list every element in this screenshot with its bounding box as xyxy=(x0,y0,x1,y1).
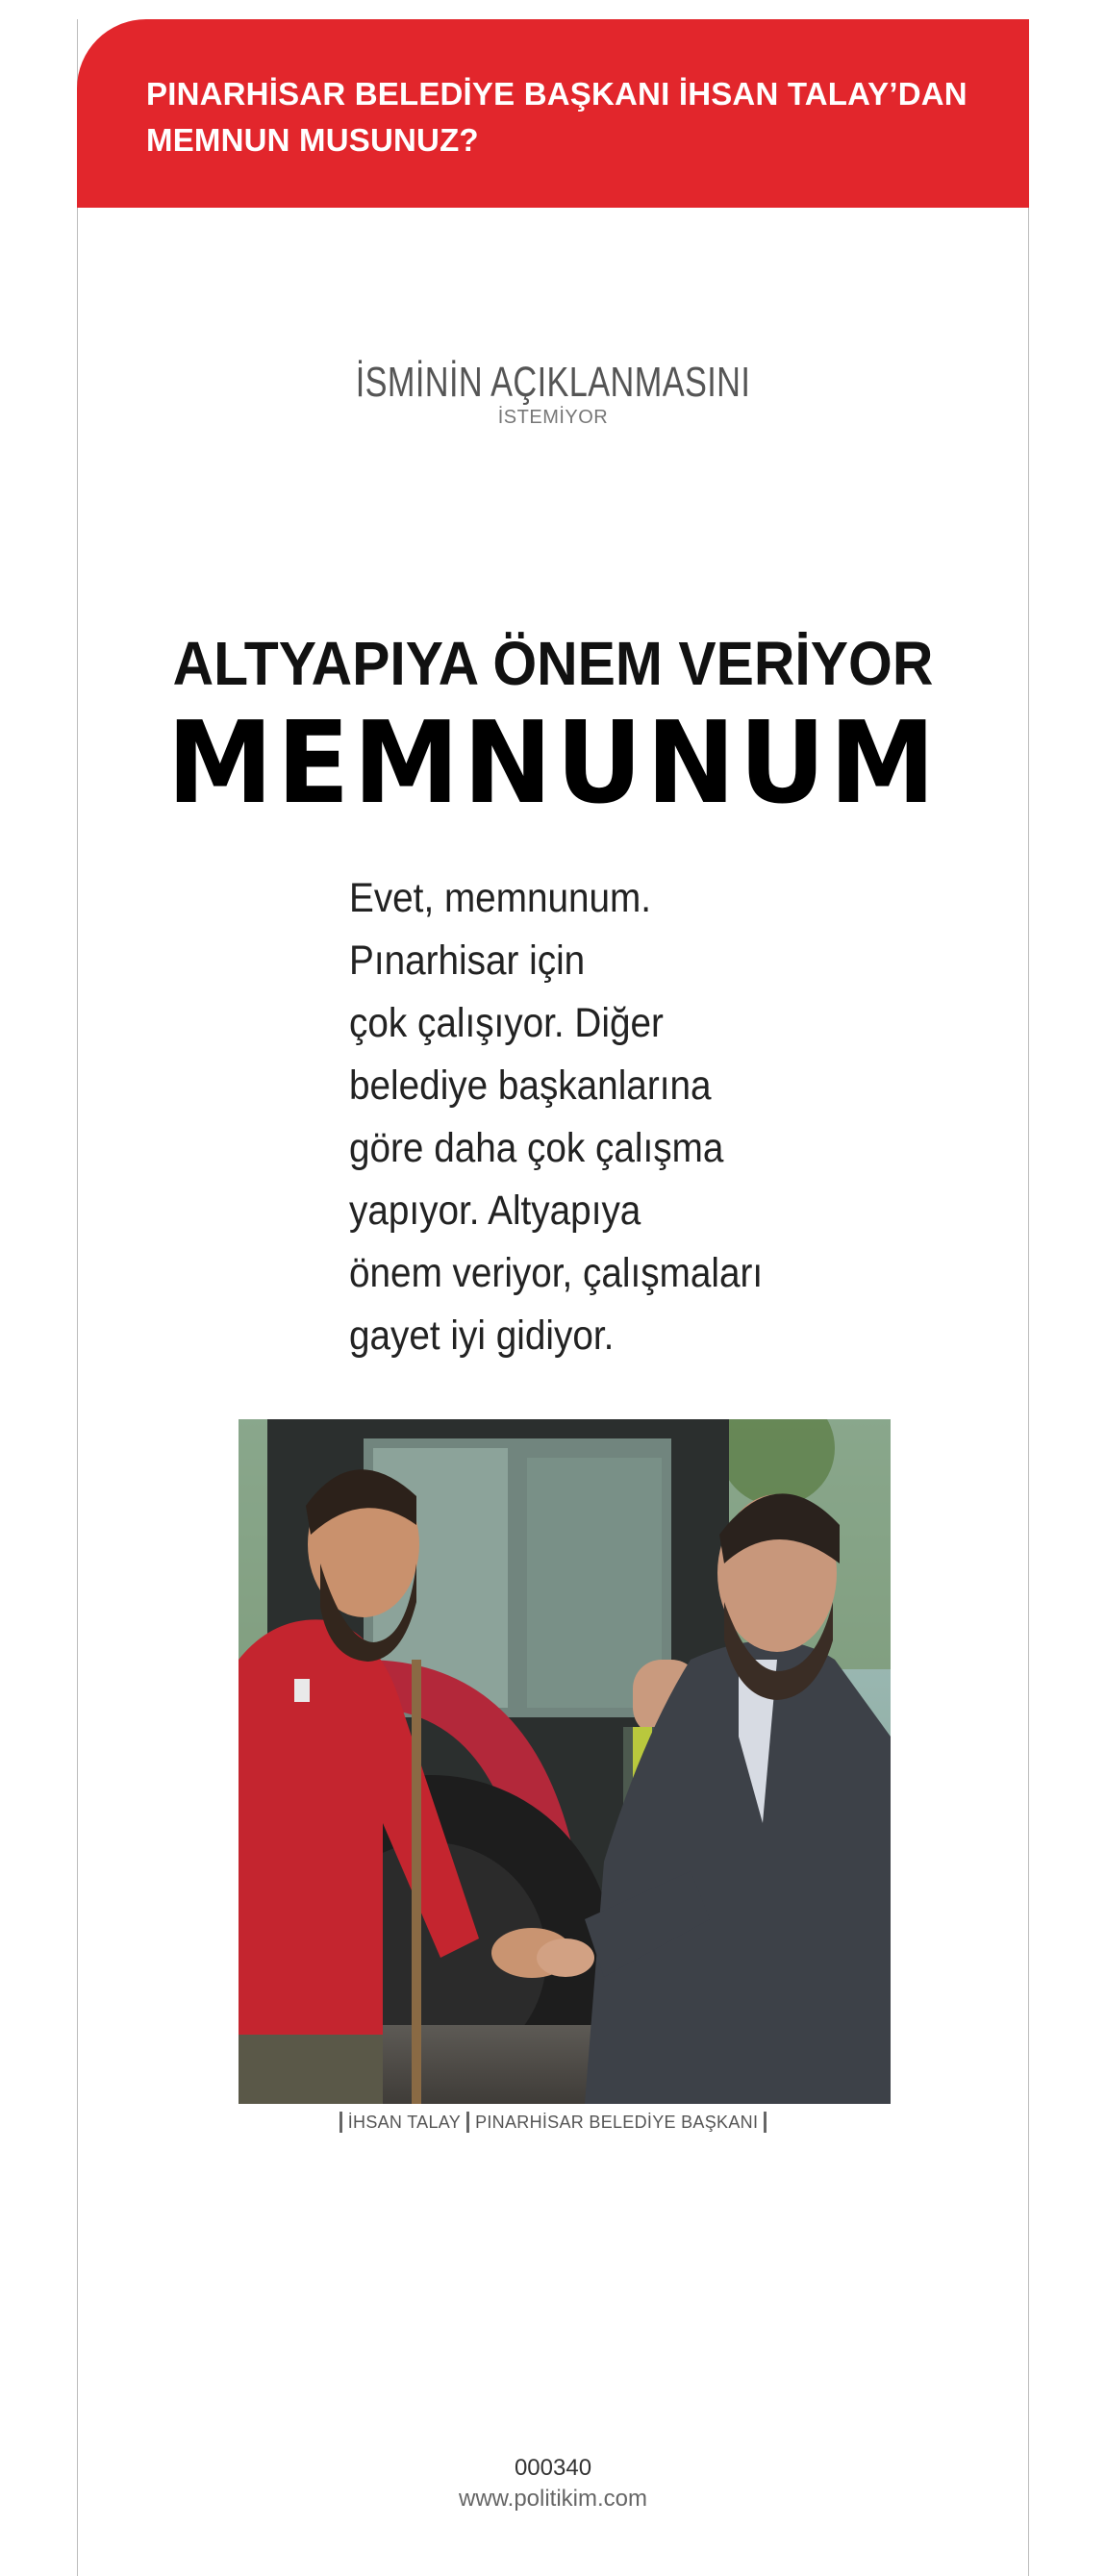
quote-line: önem veriyor, çalışmaları xyxy=(349,1250,764,1296)
banner-title-line1: PINARHİSAR BELEDİYE BAŞKANI İHSAN TALAY’DAN xyxy=(146,76,968,112)
caption-divider xyxy=(339,2112,342,2133)
quote-line: Pınarhisar için xyxy=(349,938,586,984)
quote-text xyxy=(349,867,849,1367)
respondent-name: İSMİNİN AÇIKLANMASINI xyxy=(355,359,751,406)
quote-line: göre daha çok çalışma xyxy=(349,1125,724,1171)
handshake-photo xyxy=(239,1419,891,2104)
banner-title xyxy=(146,71,1010,163)
handshake-illustration xyxy=(239,1419,891,2104)
sub-headline: ALTYAPIYA ÖNEM VERİYOR xyxy=(172,629,934,698)
page-footer xyxy=(0,2454,1106,2515)
page-code: 000340 xyxy=(514,2455,592,2481)
caption-divider xyxy=(466,2112,469,2133)
quote-line: gayet iyi gidiyor. xyxy=(349,1313,615,1359)
photo-caption xyxy=(0,2112,1106,2133)
quote-line: yapıyor. Altyapıya xyxy=(349,1188,641,1234)
caption-name: İHSAN TALAY xyxy=(347,2112,462,2132)
header-banner xyxy=(77,19,1029,208)
respondent-block xyxy=(0,358,1106,429)
quote-line: belediye başkanlarına xyxy=(349,1063,712,1109)
quote-line: Evet, memnunum. xyxy=(349,875,652,921)
respondent-sub: İSTEMİYOR xyxy=(497,407,609,428)
quote-line: çok çalışıyor. Diğer xyxy=(349,1000,664,1046)
caption-title: PINARHİSAR BELEDİYE BAŞKANI xyxy=(475,2112,759,2132)
main-headline: MEMNUNUM xyxy=(166,696,940,829)
banner-title-line2: MEMNUN MUSUNUZ? xyxy=(146,122,479,158)
site-link[interactable]: www.politikim.com xyxy=(458,2486,648,2512)
caption-divider xyxy=(764,2112,767,2133)
